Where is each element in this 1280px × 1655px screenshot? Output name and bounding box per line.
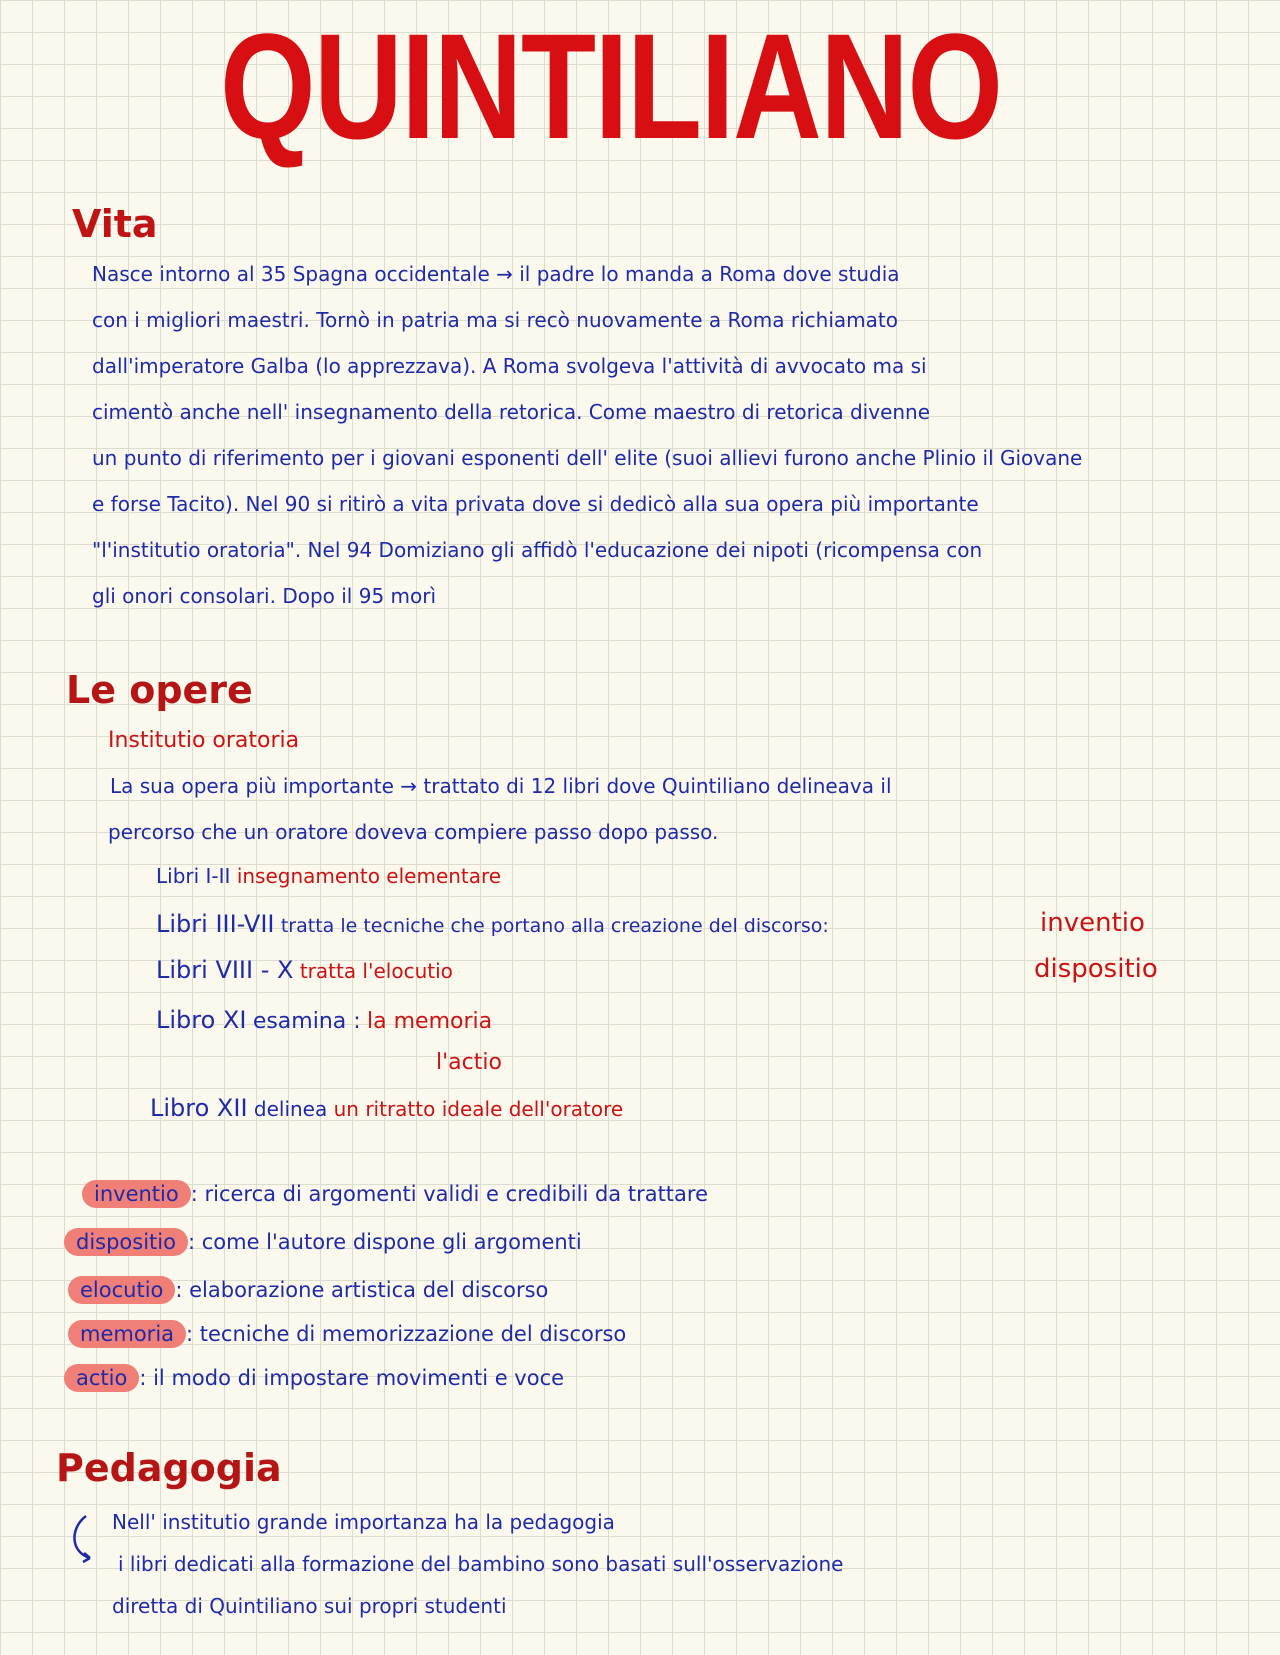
vita-line: gli onori consolari. Dopo il 95 morì bbox=[92, 584, 437, 608]
pedagogia-line: diretta di Quintiliano sui propri studenti bbox=[112, 1594, 507, 1618]
pedagogia-heading: Pedagogia bbox=[56, 1446, 282, 1490]
definition-text: : tecniche di memorizzazione del discorso bbox=[186, 1322, 627, 1346]
libri-red-text: tratta l'elocutio bbox=[299, 959, 453, 983]
libri-row bbox=[156, 956, 453, 984]
vita-line: "l'institutio oratoria". Nel 94 Domiziano gli affidò l'educazione dei nipoti (ricompensa con bbox=[92, 538, 983, 562]
definition-text: : il modo di impostare movimenti e voce bbox=[139, 1366, 565, 1390]
libri-label: Libro XII bbox=[150, 1094, 248, 1122]
libri-row bbox=[156, 910, 829, 938]
side-term-dispositio: dispositio bbox=[1034, 954, 1158, 984]
term-highlight: memoria bbox=[68, 1320, 186, 1348]
libri-row bbox=[156, 864, 501, 888]
opere-intro-line: percorso che un oratore doveva compiere passo dopo passo. bbox=[108, 820, 719, 844]
pedagogia-line: Nell' institutio grande importanza ha la pedagogia bbox=[112, 1510, 615, 1534]
vita-line: un punto di riferimento per i giovani esponenti dell' elite (suoi allievi furono anche Plinio il Giovane bbox=[92, 446, 1083, 470]
side-term-inventio: inventio bbox=[1040, 908, 1145, 938]
definition-row bbox=[82, 1180, 708, 1208]
libri-row bbox=[156, 1006, 492, 1034]
vita-line: dall'imperatore Galba (lo apprezzava). A Roma svolgeva l'attività di avvocato ma si bbox=[92, 354, 927, 378]
libri-label: Libro XI bbox=[156, 1006, 247, 1034]
vita-line: Nasce intorno al 35 Spagna occidentale → il padre lo manda a Roma dove studia bbox=[92, 262, 900, 286]
libri-red-text: la memoria bbox=[367, 1009, 493, 1034]
definition-text: : come l'autore dispone gli argomenti bbox=[187, 1230, 582, 1254]
term-highlight: dispositio bbox=[64, 1228, 188, 1256]
libri-text: delinea bbox=[253, 1097, 328, 1121]
definition-row bbox=[64, 1364, 564, 1392]
libri-label: Libri VIII - X bbox=[156, 956, 294, 984]
page-title: QUINTILIANO bbox=[220, 2, 1002, 170]
vita-line: e forse Tacito). Nel 90 si ritirò a vita privata dove si dedicò alla sua opera più importante bbox=[92, 492, 979, 516]
opere-subheading: Institutio oratoria bbox=[108, 728, 300, 753]
term-highlight: elocutio bbox=[68, 1276, 175, 1304]
pedagogia-line: i libri dedicati alla formazione del bambino sono basati sull'osservazione bbox=[118, 1552, 844, 1576]
vita-heading: Vita bbox=[72, 202, 158, 246]
vita-line: cimentò anche nell' insegnamento della retorica. Come maestro di retorica divenne bbox=[92, 400, 931, 424]
vita-line: con i migliori maestri. Tornò in patria ma si recò nuovamente a Roma richiamato bbox=[92, 308, 898, 332]
definition-text: : elaborazione artistica del discorso bbox=[175, 1278, 549, 1302]
term-highlight: actio bbox=[64, 1364, 139, 1392]
curved-arrow-icon bbox=[66, 1508, 116, 1578]
libri-label: Libri I-II bbox=[156, 864, 231, 888]
libri-label: Libri III-VII bbox=[156, 910, 275, 938]
libri-red-text: l'actio bbox=[436, 1050, 502, 1075]
definition-text: : ricerca di argomenti validi e credibili da trattare bbox=[190, 1182, 708, 1206]
libri-red-text: un ritratto ideale dell'oratore bbox=[333, 1097, 624, 1121]
opere-intro-line: La sua opera più importante → trattato di 12 libri dove Quintiliano delineava il bbox=[110, 774, 892, 798]
libri-red-text: insegnamento elementare bbox=[236, 864, 502, 888]
libri-row bbox=[150, 1094, 623, 1122]
term-highlight: inventio bbox=[82, 1180, 191, 1208]
definition-row bbox=[68, 1320, 626, 1348]
libri-text: esamina : bbox=[252, 1009, 361, 1034]
definition-row bbox=[68, 1276, 548, 1304]
libri-text: tratta le tecniche che portano alla creazione del discorso: bbox=[280, 915, 829, 937]
definition-row bbox=[64, 1228, 582, 1256]
opere-heading: Le opere bbox=[66, 668, 253, 712]
